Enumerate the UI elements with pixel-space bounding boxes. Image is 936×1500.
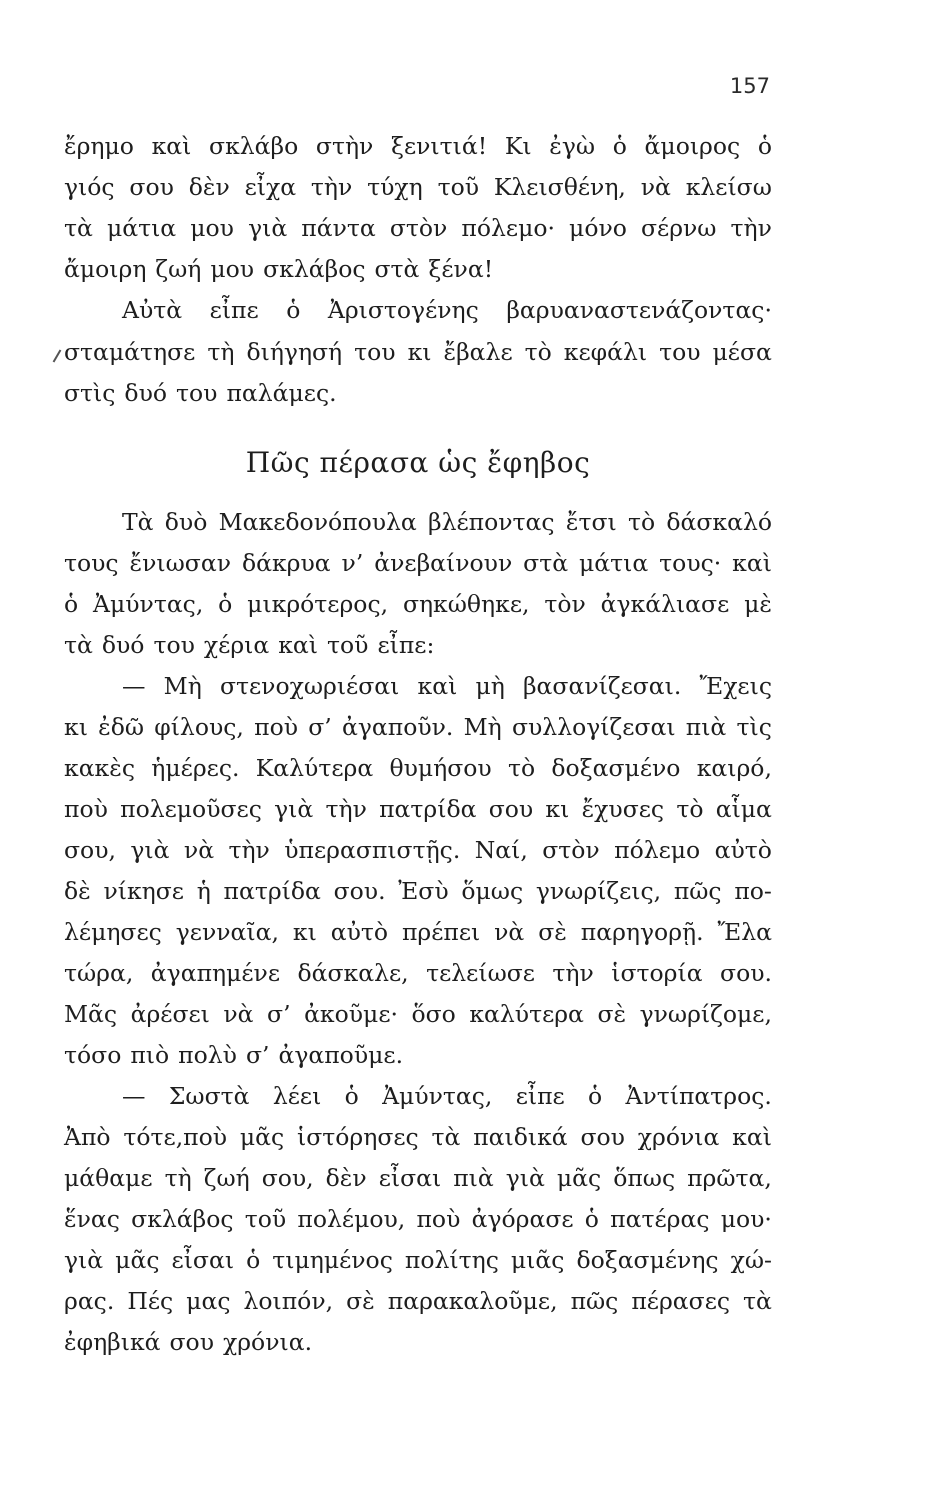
text-line: σταμάτησε τὴ διήγησή του κι ἔβαλε τὸ κεφάλι του μέσα — [64, 338, 772, 366]
text-line: ἄμοιρη ζωή μου σκλάβος στὰ ξένα! — [64, 255, 494, 283]
text-line: γιὰ μᾶς εἶσαι ὁ τιμημένος πολίτης μιᾶς δοξασμένης χώ- — [64, 1246, 772, 1274]
text-line: ἐφηβικά σου χρόνια. — [64, 1328, 313, 1356]
text-line: τους ἔνιωσαν δάκρυα ν’ ἀνεβαίνουν στὰ μάτια τους· καὶ — [64, 549, 772, 577]
text-line: κι ἐδῶ φίλους, ποὺ σ’ ἀγαποῦν. Μὴ συλλογίζεσαι πιὰ τὶς — [64, 713, 772, 741]
text-line: στὶς δυό του παλάμες. — [64, 379, 337, 407]
text-line: κακὲς ἡμέρες. Καλύτερα θυμήσου τὸ δοξασμένο καιρό, — [64, 754, 772, 782]
text-line: Μᾶς ἀρέσει νὰ σ’ ἀκοῦμε· ὅσο καλύτερα σὲ γνωρίζομε, — [64, 1000, 772, 1028]
text-line: γιός σου δὲν εἶχα τὴν τύχη τοῦ Κλεισθένη, νὰ κλείσω — [64, 173, 772, 201]
text-line: λέμησες γενναῖα, κι αὐτὸ πρέπει νὰ σὲ παρηγορῇ. Ἔλα — [64, 918, 772, 946]
text-line: Τὰ δυὸ Μακεδονόπουλα βλέποντας ἔτσι τὸ δάσκαλό — [122, 508, 772, 536]
text-line: τὰ μάτια μου γιὰ πάντα στὸν πόλεμο· μόνο σέρνω τὴν — [64, 214, 772, 242]
margin-mark — [53, 349, 62, 362]
text-line: τώρα, ἀγαπημένε δάσκαλε, τελείωσε τὴν ἱστορία σου. — [64, 959, 772, 987]
text-line: τόσο πιὸ πολὺ σ’ ἀγαποῦμε. — [64, 1041, 404, 1069]
text-line: Ἀπὸ τότε,ποὺ μᾶς ἱστόρησες τὰ παιδικά σου χρόνια καὶ — [64, 1123, 772, 1151]
text-line: Αὐτὰ εἶπε ὁ Ἀριστογένης βαρυαναστενάζοντας· — [122, 296, 772, 324]
text-line: ἔρημο καὶ σκλάβο στὴν ξενιτιά! Κι ἐγὼ ὁ ἄμοιρος ὁ — [64, 132, 772, 160]
text-line: σου, γιὰ νὰ τὴν ὑπερασπιστῇς. Ναί, στὸν πόλεμο αὐτὸ — [64, 836, 772, 864]
text-line: μάθαμε τὴ ζωή σου, δὲν εἶσαι πιὰ γιὰ μᾶς ὅπως πρῶτα, — [64, 1164, 772, 1192]
text-line: — Μὴ στενοχωριέσαι καὶ μὴ βασανίζεσαι. Ἔχεις — [122, 672, 772, 700]
text-line: ποὺ πολεμοῦσες γιὰ τὴν πατρίδα σου κι ἔχυσες τὸ αἷμα — [64, 795, 772, 823]
section-heading: Πῶς πέρασα ὡς ἔφηβος — [245, 446, 591, 479]
text-line: — Σωστὰ λέει ὁ Ἀμύντας, εἶπε ὁ Ἀντίπατρος. — [122, 1082, 772, 1110]
text-line: τὰ δυό του χέρια καὶ τοῦ εἶπε: — [64, 631, 435, 659]
text-line: δὲ νίκησε ἡ πατρίδα σου. Ἐσὺ ὅμως γνωρίζεις, πῶς πο- — [64, 877, 772, 905]
text-line: ὁ Ἀμύντας, ὁ μικρότερος, σηκώθηκε, τὸν ἀγκάλιασε μὲ — [64, 590, 772, 618]
text-line: ρας. Πές μας λοιπόν, σὲ παρακαλοῦμε, πῶς πέρασες τὰ — [64, 1287, 772, 1315]
text-line: ἕνας σκλάβος τοῦ πολέμου, ποὺ ἀγόρασε ὁ πατέρας μου· — [64, 1205, 772, 1233]
page-number: 157 — [729, 74, 770, 98]
